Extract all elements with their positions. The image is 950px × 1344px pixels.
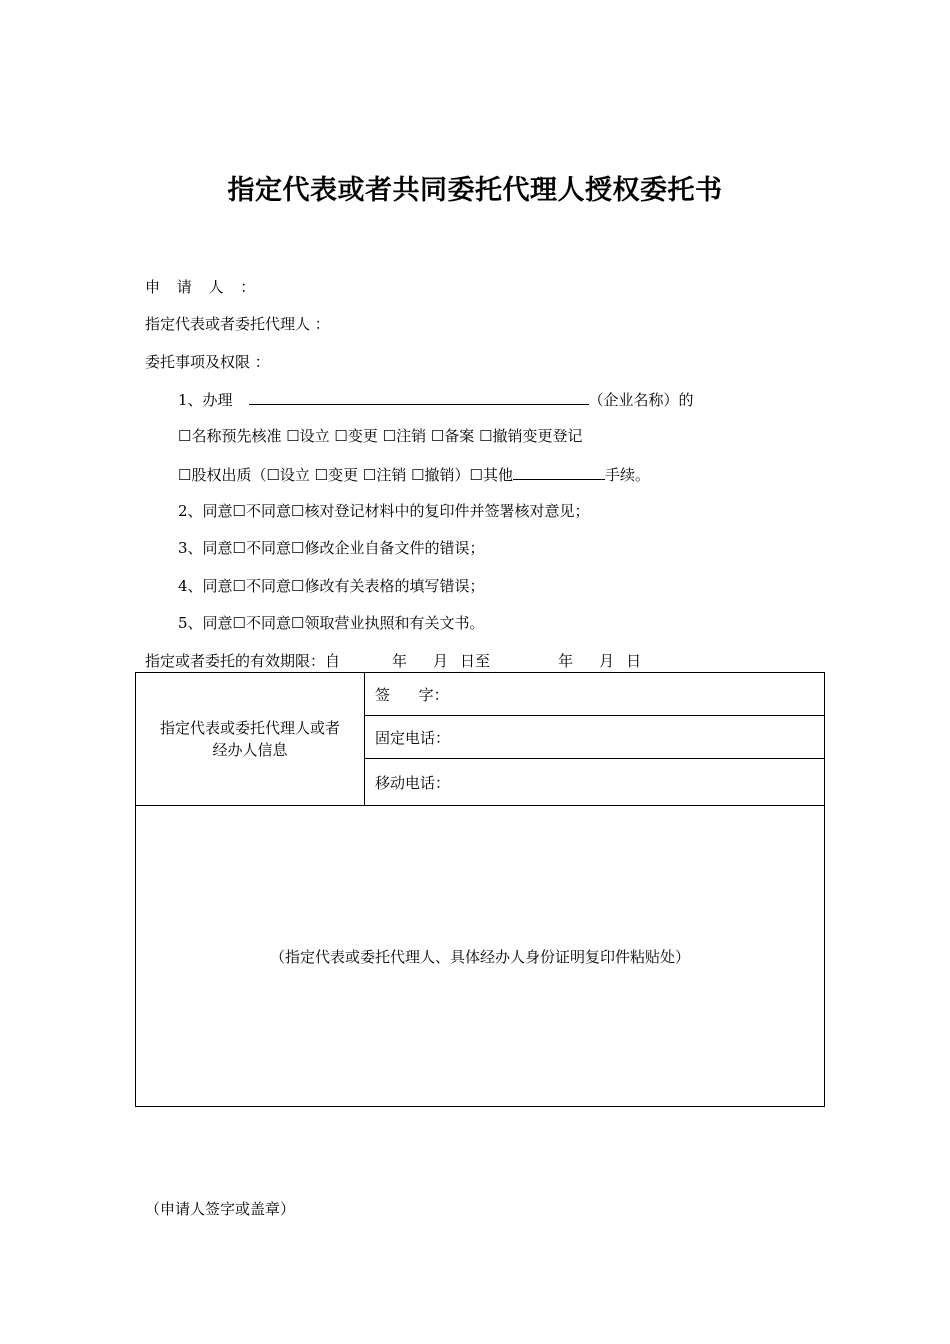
landline-cell[interactable]: 固定电话： bbox=[365, 716, 825, 759]
info-table bbox=[135, 672, 825, 1107]
options-row-2 bbox=[178, 464, 650, 485]
agent-field: 指定代表或者委托代理人 ： bbox=[145, 315, 330, 333]
validity-month-2: 月 bbox=[599, 652, 615, 670]
item-4: 4、同意☐不同意☐修改有关表格的填写错误； bbox=[178, 577, 485, 595]
item-3: 3、同意☐不同意☐修改企业自备文件的错误； bbox=[178, 539, 485, 557]
validity-period bbox=[145, 651, 641, 671]
other-blank[interactable] bbox=[513, 464, 605, 480]
company-name-blank[interactable] bbox=[249, 389, 589, 405]
item-1-prefix: 1、办理 bbox=[178, 391, 233, 409]
item-5: 5、同意☐不同意☐领取营业执照和有关文书。 bbox=[178, 614, 485, 632]
applicant-signature-note: （申请人签字或盖章） bbox=[145, 1200, 296, 1218]
validity-prefix: 指定或者委托的有效期限：自 bbox=[145, 652, 341, 670]
item-2: 2、同意☐不同意☐核对登记材料中的复印件并签署核对意见； bbox=[178, 502, 590, 520]
signature-cell[interactable]: 签 字： bbox=[365, 673, 825, 716]
options-row-2-suffix: 手续。 bbox=[605, 466, 651, 484]
info-label-cell bbox=[136, 673, 365, 806]
document-title: 指定代表或者共同委托代理人授权委托书 bbox=[227, 175, 723, 206]
applicant-field: 申 请 人 ： bbox=[145, 278, 262, 296]
validity-year-2: 年 bbox=[558, 652, 574, 670]
validity-day-2: 日 bbox=[626, 652, 642, 670]
info-label-line-2: 经办人信息 bbox=[212, 741, 288, 759]
validity-year-1: 年 bbox=[392, 652, 408, 670]
info-label-line-1: 指定代表或委托代理人或者 bbox=[159, 719, 340, 737]
validity-month-1: 月 bbox=[433, 652, 449, 670]
item-1 bbox=[178, 389, 694, 410]
item-1-suffix: （企业名称）的 bbox=[588, 391, 694, 409]
validity-day-to: 日至 bbox=[460, 652, 491, 670]
id-copy-paste-area: （指定代表或委托代理人、具体经办人身份证明复印件粘贴处） bbox=[136, 806, 825, 1107]
options-row-2-prefix: ☐股权出质（☐设立 ☐变更 ☐注销 ☐撤销）☐其他 bbox=[178, 466, 513, 484]
options-row-1: ☐名称预先核准 ☐设立 ☐变更 ☐注销 ☐备案 ☐撤销变更登记 bbox=[178, 427, 583, 445]
matters-field: 委托事项及权限 ： bbox=[145, 353, 270, 371]
mobile-cell[interactable]: 移动电话： bbox=[365, 759, 825, 806]
